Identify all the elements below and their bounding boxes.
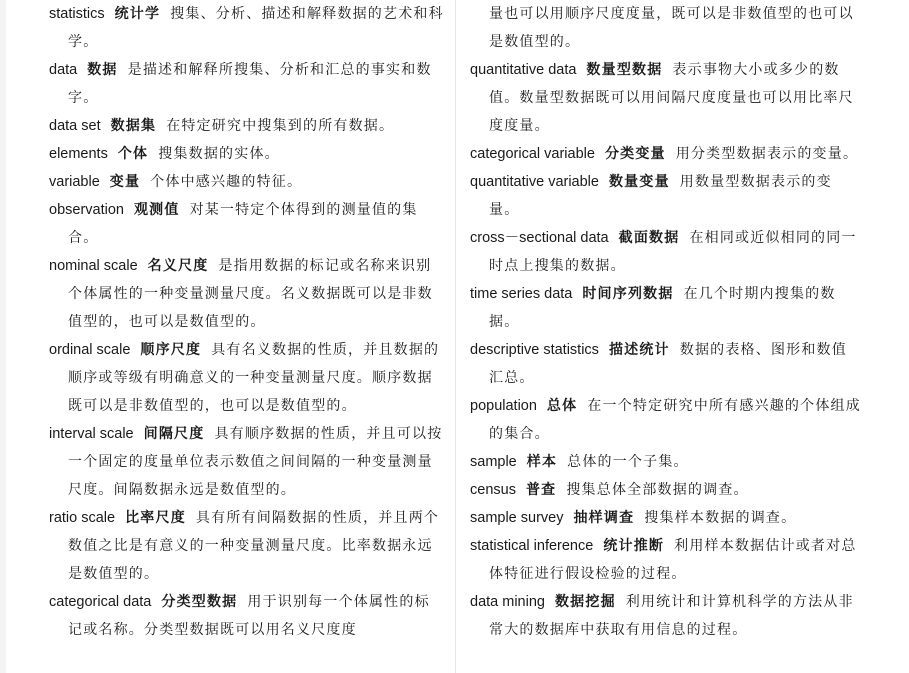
term-definition: 搜集数据的实体。: [158, 146, 280, 162]
term-english: ordinal scale: [49, 342, 131, 358]
term-definition: 在几个时期内搜集的数据。: [489, 286, 836, 330]
term-definition: 搜集总体全部数据的调查。: [566, 482, 749, 498]
term-chinese: 观测值: [133, 202, 180, 218]
term-english: categorical variable: [470, 146, 595, 162]
glossary-entry: [470, 280, 862, 336]
term-english: sample: [470, 454, 517, 470]
term-chinese: 个体: [117, 146, 149, 162]
term-chinese: 数量型数据: [586, 62, 663, 78]
term-chinese: 样本: [526, 454, 558, 470]
term-english: descriptive statistics: [470, 342, 599, 358]
term-definition: 用分类型数据表示的变量。: [675, 146, 859, 162]
term-definition: 表示事物大小或多少的数值。数量型数据既可以用间隔尺度度量也可以用比率尺度度量。: [489, 62, 854, 134]
term-english: sample survey: [470, 510, 564, 526]
term-chinese: 截面数据: [618, 230, 680, 246]
term-english: categorical data: [49, 594, 152, 610]
glossary-entry: [470, 476, 862, 504]
glossary-entry: [470, 336, 862, 392]
term-definition: 对某一特定个体得到的测量值的集合。: [68, 202, 418, 246]
term-chinese: 分类变量: [604, 146, 666, 162]
term-definition: 总体的一个子集。: [567, 454, 689, 470]
term-chinese: 抽样调查: [573, 510, 635, 526]
glossary-entry: [49, 504, 444, 588]
glossary-entry: [49, 56, 444, 112]
glossary-entry: [470, 392, 862, 448]
term-definition: 在一个特定研究中所有感兴趣的个体组成的集合。: [489, 398, 861, 442]
term-chinese: 顺序尺度: [140, 342, 202, 358]
term-english: nominal scale: [49, 258, 138, 274]
glossary-entry: [49, 196, 444, 252]
term-chinese: 描述统计: [608, 342, 670, 358]
term-english: time series data: [470, 286, 573, 302]
term-english: data mining: [470, 594, 545, 610]
left-column: [49, 0, 444, 644]
term-definition: 利用统计和计算机科学的方法从非常大的数据库中获取有用信息的过程。: [489, 594, 854, 638]
term-chinese: 数量变量: [608, 174, 670, 190]
term-definition: 具有顺序数据的性质，并且可以按一个固定的度量单位表示数值之间间隔的一种变量测量尺度。间隔数据永远是数值型的。: [68, 426, 443, 498]
term-chinese: 变量: [109, 174, 141, 190]
term-definition: 具有所有间隔数据的性质，并且两个数值之比是有意义的一种变量测量尺度。比率数据永远是数值型的。: [68, 510, 440, 582]
term-chinese: 统计学: [114, 6, 161, 22]
glossary-entry: [49, 168, 444, 196]
glossary-entry: [470, 504, 862, 532]
term-chinese: 时间序列数据: [582, 286, 674, 302]
term-definition: 数据的表格、图形和数值汇总。: [489, 342, 847, 386]
term-definition: 在特定研究中搜集到的所有数据。: [166, 118, 395, 134]
term-english: cross－sectional data: [470, 230, 609, 246]
term-english: ratio scale: [49, 510, 116, 526]
term-chinese: 名义尺度: [147, 258, 209, 274]
term-definition: 具有名义数据的性质，并且数据的顺序或等级有明确意义的一种变量测量尺度。顺序数据既可以是非数值型的，也可以是数值型的。: [68, 342, 440, 414]
column-divider: [455, 0, 456, 673]
continued-definition: 量也可以用顺序尺度度量，既可以是非数值型的也可以是数值型的。: [489, 6, 854, 50]
term-chinese: 分类型数据: [161, 594, 238, 610]
term-english: quantitative data: [470, 62, 577, 78]
glossary-entry: [470, 168, 862, 224]
term-definition: 是描述和解释所搜集、分析和汇总的事实和数字。: [68, 62, 432, 106]
term-chinese: 间隔尺度: [143, 426, 205, 442]
scan-edge: [0, 0, 6, 673]
glossary-entry: [470, 532, 862, 588]
term-chinese: 数据: [87, 62, 118, 78]
glossary-entry: [470, 224, 862, 280]
term-definition: 利用样本数据估计或者对总体特征进行假设检验的过程。: [489, 538, 857, 582]
right-column: [470, 0, 862, 644]
term-chinese: 数据挖掘: [554, 594, 616, 610]
term-definition: 搜集、分析、描述和解释数据的艺术和科学。: [68, 6, 444, 50]
glossary-entry: [49, 112, 444, 140]
term-definition: 是指用数据的标记或名称来识别个体属性的一种变量测量尺度。名义数据既可以是非数值型的，也可以是数值型的。: [68, 258, 433, 330]
term-chinese: 普查: [525, 482, 557, 498]
term-definition: 用数量型数据表示的变量。: [489, 174, 832, 218]
term-definition: 在相同或近似相同的同一时点上搜集的数据。: [489, 230, 857, 274]
glossary-entry: [470, 140, 862, 168]
term-english: population: [470, 398, 537, 414]
term-english: interval scale: [49, 426, 134, 442]
term-english: statistical inference: [470, 538, 594, 554]
glossary-entry: [49, 252, 444, 336]
term-english: census: [470, 482, 516, 498]
glossary-entry: [470, 448, 862, 476]
glossary-entry: [470, 56, 862, 140]
term-chinese: 比率尺度: [125, 510, 186, 526]
glossary-entry: [49, 140, 444, 168]
glossary-entry: [49, 588, 444, 644]
term-english: observation: [49, 202, 124, 218]
term-chinese: 数据集: [110, 118, 157, 134]
term-english: variable: [49, 174, 100, 190]
term-chinese: 总体: [546, 398, 578, 414]
glossary-entry: [49, 0, 444, 56]
term-english: statistics: [49, 6, 105, 22]
term-english: data set: [49, 118, 101, 134]
glossary-entry: [49, 420, 444, 504]
term-english: elements: [49, 146, 108, 162]
term-english: data: [49, 62, 78, 78]
term-definition: 用于识别每一个体属性的标记或名称。分类型数据既可以用名义尺度度: [68, 594, 430, 638]
term-english: quantitative variable: [470, 174, 599, 190]
term-definition: 个体中感兴趣的特征。: [150, 174, 303, 190]
glossary-entry: [49, 336, 444, 420]
term-definition: 搜集样本数据的调查。: [644, 510, 797, 526]
term-chinese: 统计推断: [603, 538, 665, 554]
glossary-entry: [470, 588, 862, 644]
